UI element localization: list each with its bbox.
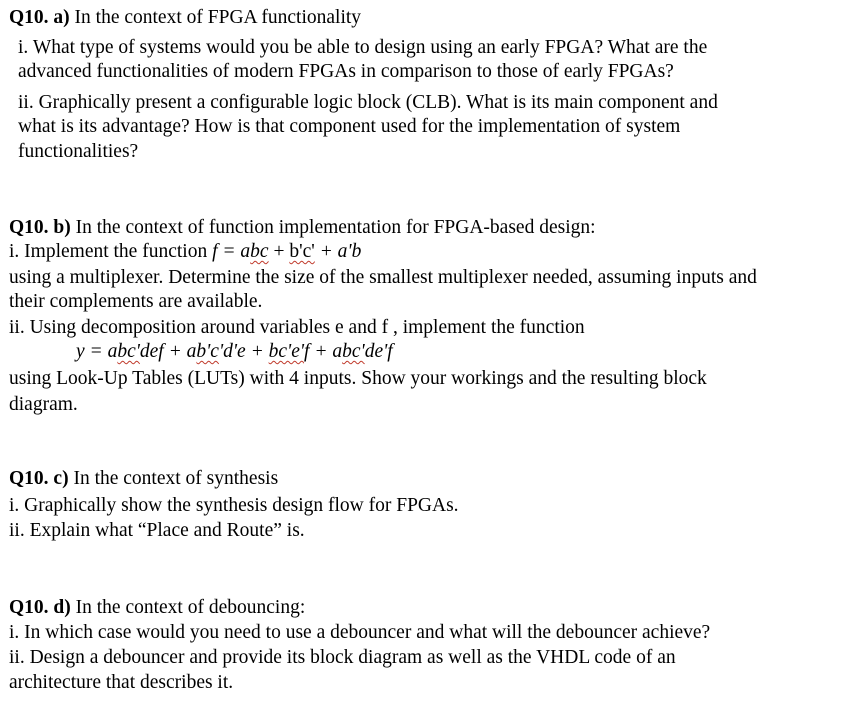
q10a-heading: Q10. a) In the context of FPGA functionality [9, 7, 362, 28]
q10b-i-line2: using a multiplexer. Determine the size of the smallest multiplexer needed, assuming inputs and [9, 267, 757, 288]
q10d-i-line: i. In which case would you need to use a debouncer and what will the debouncer achieve? [9, 622, 711, 643]
q10b-i-line3: their complements are available. [9, 291, 263, 312]
q10b-label: Q10. b) [9, 217, 71, 238]
q10b-ii-line1: ii. Using decomposition around variables e and f , implement the function [9, 317, 585, 338]
q10b-y-expression: y = abc'def + ab'c'd'e + bc'e'f + abc'de'f [76, 341, 393, 362]
q10c-label: Q10. c) [9, 468, 69, 489]
q10d-ii-line2: architecture that describes it. [9, 672, 234, 693]
q10d-label: Q10. d) [9, 597, 71, 618]
q10a-i-line1: i. What type of systems would you be able to design using an early FPGA? What are the [18, 37, 708, 58]
q10b-ii-line3: using Look-Up Tables (LUTs) with 4 inputs. Show your workings and the resulting block [9, 368, 707, 389]
q10a-ii-line3: functionalities? [18, 141, 139, 162]
q10d-heading: Q10. d) In the context of debouncing: [9, 597, 306, 618]
q10b-heading: Q10. b) In the context of function implementation for FPGA-based design: [9, 217, 596, 238]
q10a-ii-line1: ii. Graphically present a configurable logic block (CLB). What is its main component and [18, 92, 718, 113]
q10c-ii-line: ii. Explain what “Place and Route” is. [9, 520, 305, 541]
q10d-ii-line1: ii. Design a debouncer and provide its block diagram as well as the VHDL code of an [9, 647, 676, 668]
q10a-ii-line2: what is its advantage? How is that component used for the implementation of system [18, 116, 681, 137]
q10c-i-line: i. Graphically show the synthesis design flow for FPGAs. [9, 495, 459, 516]
q10a-label: Q10. a) [9, 7, 70, 28]
q10b-i-line1: i. Implement the function f = abc + b'c' + a'b [9, 241, 362, 262]
q10a-i-line2: advanced functionalities of modern FPGAs in comparison to those of early FPGAs? [18, 61, 674, 82]
q10c-heading: Q10. c) In the context of synthesis [9, 468, 279, 489]
q10b-ii-line4: diagram. [9, 394, 78, 415]
